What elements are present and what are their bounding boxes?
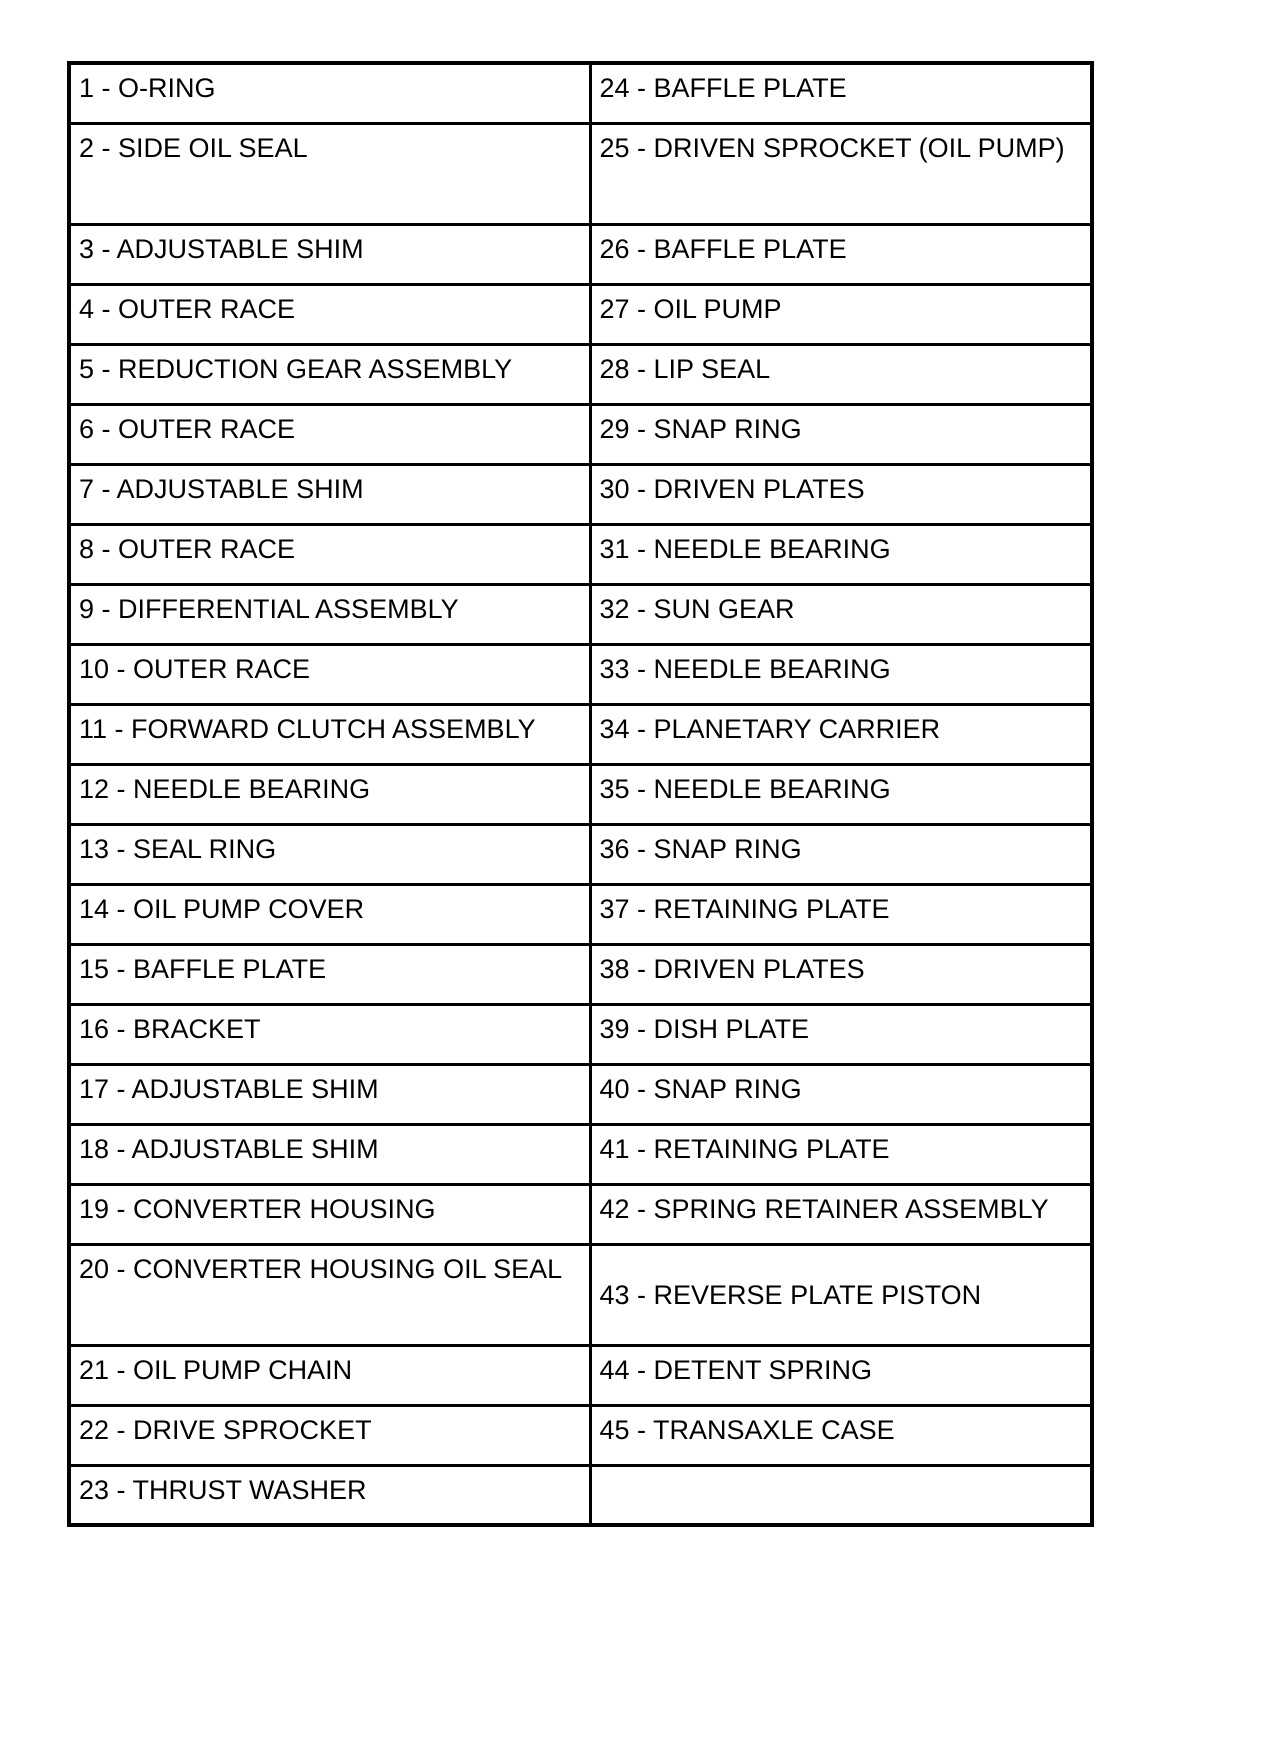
table-row [69,224,1092,284]
part-cell-left: 9 - DIFFERENTIAL ASSEMBLY [69,584,590,644]
table-row [69,1004,1092,1064]
part-cell-left: 12 - NEEDLE BEARING [69,764,590,824]
part-cell-right: 31 - NEEDLE BEARING [590,524,1092,584]
part-cell-right: 43 - REVERSE PLATE PISTON [590,1244,1092,1345]
part-cell-left: 14 - OIL PUMP COVER [69,884,590,944]
table-row [69,1405,1092,1465]
table-row [69,1124,1092,1184]
part-cell-right: 25 - DRIVEN SPROCKET (OIL PUMP) [590,123,1092,224]
part-cell-left: 10 - OUTER RACE [69,644,590,704]
part-cell-left: 23 - THRUST WASHER [69,1465,590,1525]
part-cell-right: 39 - DISH PLATE [590,1004,1092,1064]
table-row [69,1345,1092,1405]
part-cell-right: 40 - SNAP RING [590,1064,1092,1124]
part-cell-left: 2 - SIDE OIL SEAL [69,123,590,224]
table-row [69,63,1092,123]
part-cell-right: 32 - SUN GEAR [590,584,1092,644]
table-row [69,1244,1092,1345]
table-row [69,464,1092,524]
part-cell-right: 29 - SNAP RING [590,404,1092,464]
part-cell-left: 11 - FORWARD CLUTCH ASSEMBLY [69,704,590,764]
part-cell-left: 8 - OUTER RACE [69,524,590,584]
part-cell-left: 1 - O-RING [69,63,590,123]
part-cell-right: 34 - PLANETARY CARRIER [590,704,1092,764]
part-cell-right: 42 - SPRING RETAINER ASSEMBLY [590,1184,1092,1244]
part-cell-right: 35 - NEEDLE BEARING [590,764,1092,824]
part-cell-left: 22 - DRIVE SPROCKET [69,1405,590,1465]
part-cell-right: 33 - NEEDLE BEARING [590,644,1092,704]
table-row [69,284,1092,344]
part-cell-right-empty [590,1465,1092,1525]
part-cell-right: 27 - OIL PUMP [590,284,1092,344]
table-row [69,644,1092,704]
table-row [69,404,1092,464]
part-cell-left: 6 - OUTER RACE [69,404,590,464]
part-cell-left: 17 - ADJUSTABLE SHIM [69,1064,590,1124]
part-cell-left: 3 - ADJUSTABLE SHIM [69,224,590,284]
table-row [69,1465,1092,1525]
part-cell-left: 4 - OUTER RACE [69,284,590,344]
part-cell-right: 45 - TRANSAXLE CASE [590,1405,1092,1465]
part-cell-left: 19 - CONVERTER HOUSING [69,1184,590,1244]
part-cell-right: 24 - BAFFLE PLATE [590,63,1092,123]
part-cell-right: 38 - DRIVEN PLATES [590,944,1092,1004]
table-row [69,344,1092,404]
part-cell-right: 30 - DRIVEN PLATES [590,464,1092,524]
part-cell-left: 16 - BRACKET [69,1004,590,1064]
part-cell-left: 20 - CONVERTER HOUSING OIL SEAL [69,1244,590,1345]
table-row [69,1064,1092,1124]
part-cell-right: 44 - DETENT SPRING [590,1345,1092,1405]
part-cell-right: 28 - LIP SEAL [590,344,1092,404]
part-cell-right: 36 - SNAP RING [590,824,1092,884]
table-row [69,584,1092,644]
table-row [69,524,1092,584]
table-row [69,1184,1092,1244]
part-cell-left: 21 - OIL PUMP CHAIN [69,1345,590,1405]
table-row [69,123,1092,224]
table-row [69,704,1092,764]
table-row [69,764,1092,824]
part-cell-left: 13 - SEAL RING [69,824,590,884]
part-cell-left: 7 - ADJUSTABLE SHIM [69,464,590,524]
part-cell-right: 37 - RETAINING PLATE [590,884,1092,944]
part-cell-left: 15 - BAFFLE PLATE [69,944,590,1004]
part-cell-left: 18 - ADJUSTABLE SHIM [69,1124,590,1184]
part-cell-right: 26 - BAFFLE PLATE [590,224,1092,284]
part-cell-left: 5 - REDUCTION GEAR ASSEMBLY [69,344,590,404]
table-row [69,944,1092,1004]
part-cell-right: 41 - RETAINING PLATE [590,1124,1092,1184]
table-row [69,824,1092,884]
table-row [69,884,1092,944]
parts-legend-table [67,61,1094,1527]
